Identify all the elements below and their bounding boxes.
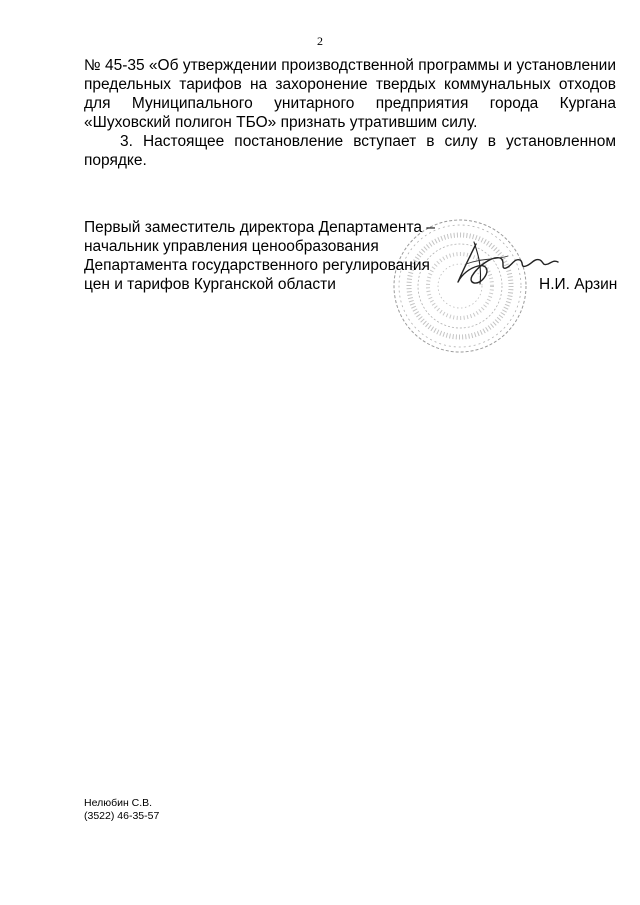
executor-info [84,797,159,823]
executor-name: Нелюбин С.В. [84,797,153,809]
paragraph-3: 3. Настоящее постановление вступает в силу в установленном порядке. [84,133,616,169]
page-number: 2 [317,34,323,48]
document-body [84,56,616,170]
signatory-title-line: цен и тарифов Курганской области [84,276,336,293]
signatory-name: Н.И. Арзин [539,276,618,293]
paragraph-continuation: № 45-35 «Об утверждении производственной программы и установлении предельных тарифов на захоронение твердых коммунальных отходов для Муниципального унитарного предприятия города Кургана «Шуховский полигон ТБО» признать утратившим силу. [84,57,616,131]
signatory-title-line: Департамента государственного регулирования [84,257,430,274]
executor-phone: (3522) 46-35-57 [84,810,160,822]
signatory-title [84,218,435,294]
signatory-title-line: начальник управления ценообразования [84,238,379,255]
signatory-title-line: Первый заместитель директора Департамента – [84,219,435,236]
